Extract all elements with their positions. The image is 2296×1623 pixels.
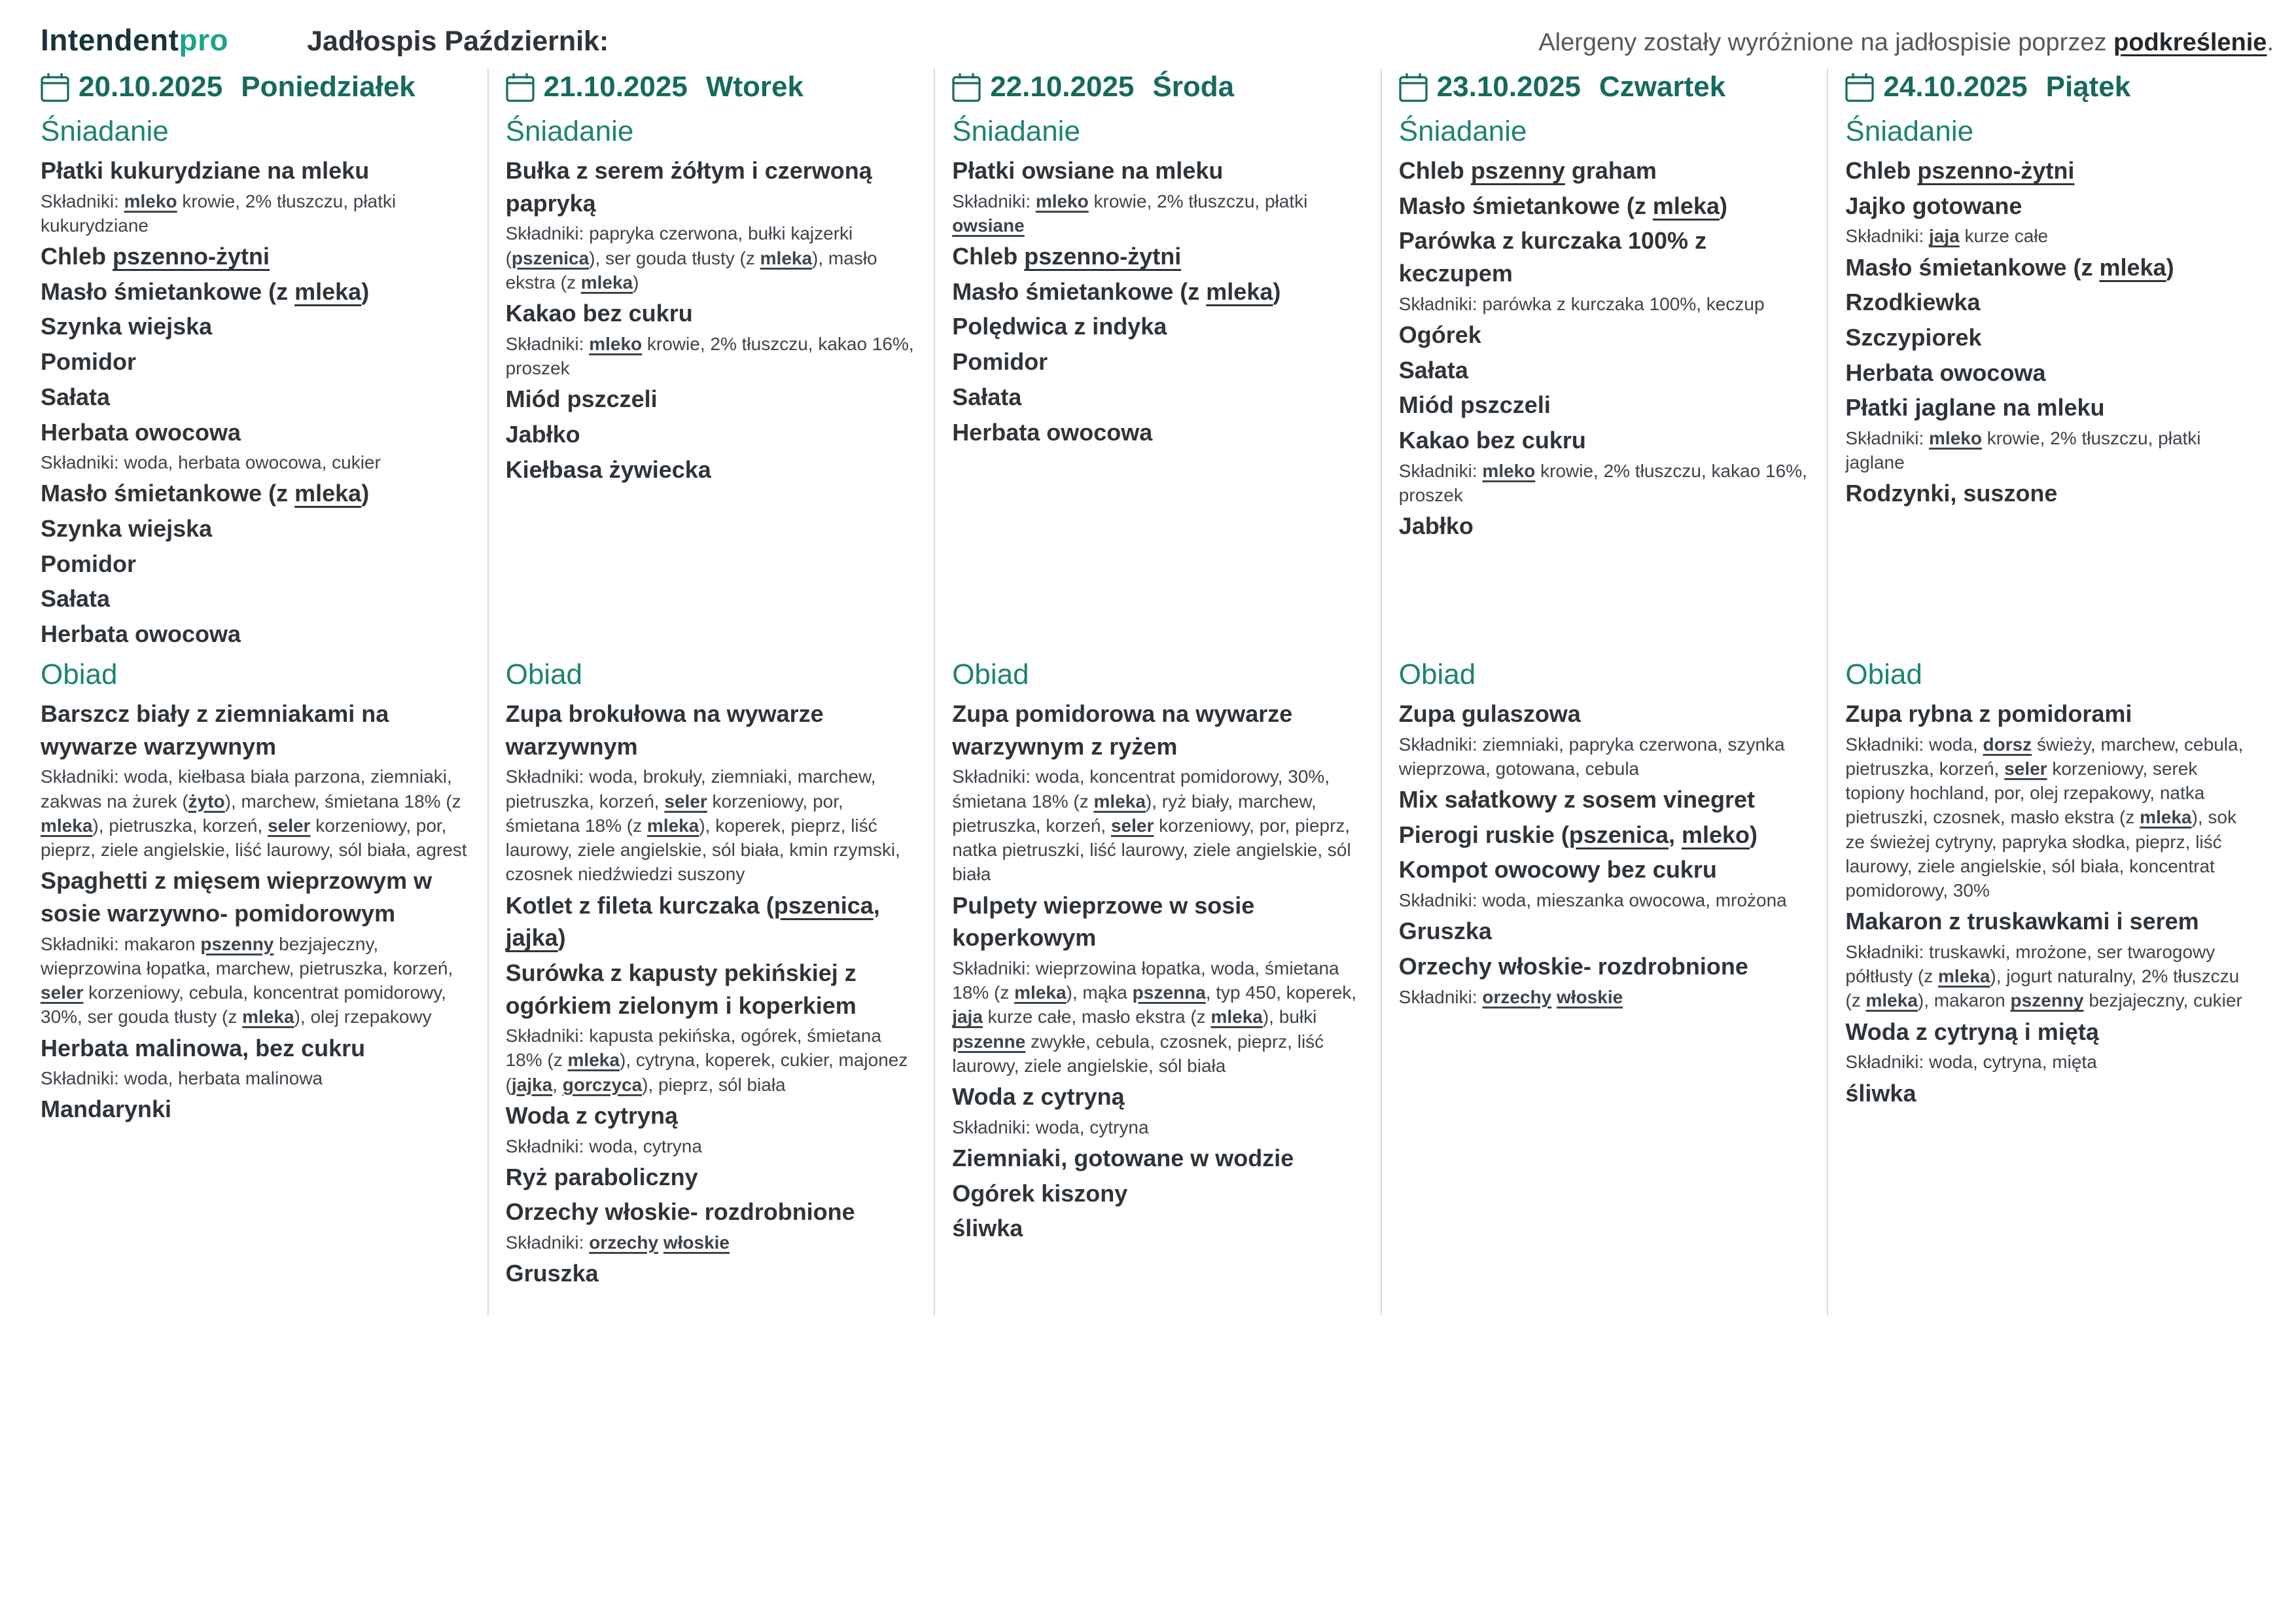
dish-name: Jabłko [1398, 512, 1474, 540]
app-logo [41, 22, 228, 58]
dish-name: Chleb pszenno-żytni [41, 243, 270, 270]
day-header [1399, 71, 1812, 103]
dish-name: Kakao bez cukru [505, 300, 693, 327]
dish-name: Herbata malinowa, bez cukru [41, 1034, 366, 1061]
dish-name: Woda z cytryną [505, 1101, 679, 1129]
dish-name: Makaron z truskawkami i serem [1845, 908, 2199, 935]
lunch-list [506, 698, 919, 1290]
dish-name: Zupa rybna z pomidorami [1845, 700, 2132, 727]
dish-ingredients: Składniki: woda, mieszanka owocowa, mrożona [1398, 890, 1787, 911]
lunch-list [1399, 698, 1812, 1009]
dish-name: Chleb pszenny graham [1398, 157, 1657, 184]
breakfast-list [506, 154, 919, 486]
day-header [952, 71, 1365, 103]
logo-text-accent: pro [179, 23, 229, 57]
dish-name: Miód pszczeli [1398, 391, 1551, 419]
day-column-thursday [1381, 68, 1828, 1316]
day-weekday: Poniedziałek [241, 71, 415, 103]
dish-ingredients: Składniki: woda, kiełbasa biała parzona, ziemniaki, zakwas na żurek (żyto), marchew, śmietana 18% (z mleka), pietruszka, korzeń, seler korzeniowy, por, pieprz, ziele angielskie, liść laurowy, sól biała, agrest [41, 766, 467, 861]
day-date: 22.10.2025 [990, 71, 1135, 103]
dish-name: Pomidor [41, 348, 137, 376]
calendar-icon [1845, 72, 1874, 102]
meal-label-breakfast: Śniadanie [1398, 115, 1527, 147]
dish-name: Parówka z kurczaka 100% z keczupem [1398, 227, 1707, 287]
dish-name: Sałata [41, 383, 111, 410]
day-date: 20.10.2025 [79, 71, 223, 103]
calendar-icon [41, 72, 69, 102]
dish-name: Spaghetti z mięsem wieprzowym w sosie warzywno- pomidorowym [41, 867, 433, 927]
dish-name: śliwka [952, 1215, 1023, 1242]
dish-ingredients: Składniki: mleko krowie, 2% tłuszczu, kakao 16%, proszek [505, 333, 914, 378]
day-column-monday [41, 68, 487, 1316]
dish-ingredients: Składniki: truskawki, mrożone, ser twarogowy półtłusty (z mleka), jogurt naturalny, 2% tłuszczu (z mleka), makaron pszenny bezjajeczny, cukier [1845, 941, 2242, 1011]
meal-label-breakfast: Śniadanie [952, 115, 1080, 147]
dish-ingredients: Składniki: kapusta pekińska, ogórek, śmietana 18% (z mleka), cytryna, koperek, cukier, majonez (jajka, gorczyca), pieprz, sól biała [505, 1026, 908, 1095]
dish-name: Orzechy włoskie- rozdrobnione [1398, 953, 1748, 980]
day-weekday: Piątek [2045, 71, 2131, 103]
dish-ingredients: Składniki: woda, cytryna [952, 1116, 1149, 1137]
dish-name: Szynka wiejska [41, 515, 213, 543]
dish-name: Bułka z serem żółtym i czerwoną papryką [505, 157, 872, 217]
day-date: 23.10.2025 [1436, 71, 1581, 103]
dish-name: Ryż paraboliczny [505, 1163, 698, 1190]
meal-label-lunch: Obiad [41, 658, 118, 690]
meal-label-breakfast: Śniadanie [1845, 115, 1974, 147]
dish-name: Szynka wiejska [41, 313, 213, 340]
dish-name: Mandarynki [41, 1096, 172, 1123]
dish-name: Pulpety wieprzowe w sosie koperkowym [952, 891, 1255, 952]
dish-name: Surówka z kapusty pekińskiej z ogórkiem zielonym i koperkiem [505, 959, 857, 1019]
dish-ingredients: Składniki: jaja kurze całe [1845, 226, 2049, 247]
day-column-tuesday [487, 68, 934, 1316]
dish-name: Zupa gulaszowa [1398, 700, 1581, 727]
dish-name: Gruszka [505, 1260, 599, 1287]
dish-name: Polędwica z indyka [952, 313, 1167, 340]
day-column-friday [1827, 68, 2274, 1316]
lunch-list [1845, 698, 2258, 1109]
dish-name: Szczypiorek [1845, 323, 1982, 351]
dish-ingredients: Składniki: woda, herbata malinowa [41, 1068, 323, 1089]
dish-name: Masło śmietankowe (z mleka) [41, 480, 370, 507]
page-title: Jadłospis Październik: [307, 26, 609, 57]
dish-name: Barszcz biały z ziemniakami na wywarze warzywnym [41, 700, 389, 760]
dish-name: Masło śmietankowe (z mleka) [1398, 192, 1727, 219]
dish-ingredients: Składniki: woda, koncentrat pomidorowy, 30%, śmietana 18% (z mleka), ryż biały, marchew, pietruszka, korzeń, seler korzeniowy, por, pieprz, natka pietruszki, liść laurowy, ziele angielskie, sól biała [952, 766, 1351, 885]
dish-name: Herbata owocowa [1845, 359, 2046, 386]
dish-name: Ogórek [1398, 321, 1481, 348]
day-weekday: Czwartek [1599, 71, 1726, 103]
dish-name: Kakao bez cukru [1398, 426, 1586, 454]
day-date: 24.10.2025 [1883, 71, 2028, 103]
dish-name: Masło śmietankowe (z mleka) [952, 277, 1281, 305]
dish-name: Zupa pomidorowa na wywarze warzywnym z ryżem [952, 700, 1293, 760]
dish-ingredients: Składniki: parówka z kurczaka 100%, keczup [1398, 293, 1765, 314]
allergen-note: Alergeny zostały wyróżnione na jadłospisie poprzez podkreślenie. [1538, 29, 2274, 56]
dish-ingredients: Składniki: papryka czerwona, bułki kajzerki (pszenica), ser gouda tłusty (z mleka), masło ekstra (z mleka) [505, 223, 877, 293]
dish-name: Ogórek kiszony [952, 1179, 1128, 1207]
dish-name: Sałata [952, 383, 1022, 410]
breakfast-list [41, 154, 472, 647]
breakfast-list [952, 154, 1365, 448]
dish-name: Rzodkiewka [1845, 289, 1981, 316]
day-weekday: Wtorek [705, 71, 804, 103]
dish-ingredients: Składniki: mleko krowie, 2% tłuszczu, płatki owsiane [952, 190, 1308, 236]
dish-ingredients: Składniki: woda, brokuły, ziemniaki, marchew, pietruszka, korzeń, seler korzeniowy, por, śmietana 18% (z mleka), koperek, pieprz, liść laurowy, ziele angielskie, sól biała, kmin rzymski, czosnek niedźwiedzi suszony [505, 766, 900, 885]
dish-ingredients: Składniki: woda, cytryna, mięta [1845, 1052, 2097, 1073]
calendar-icon [952, 72, 981, 102]
dish-name: Kotlet z fileta kurczaka (pszenica, jajka) [505, 891, 880, 952]
dish-name: Pomidor [952, 348, 1048, 376]
meal-label-breakfast: Śniadanie [41, 115, 169, 147]
dish-ingredients: Składniki: makaron pszenny bezjajeczny, wieprzowina łopatka, marchew, pietruszka, korzeń, seler korzeniowy, cebula, koncentrat pomidorowy, 30%, ser gouda tłusty (z mleka), olej rzepakowy [41, 933, 453, 1027]
dish-name: Płatki kukurydziane na mleku [41, 157, 370, 184]
dish-name: Zupa brokułowa na wywarze warzywnym [505, 700, 824, 760]
meal-label-lunch: Obiad [952, 658, 1029, 690]
dish-ingredients: Składniki: mleko krowie, 2% tłuszczu, kakao 16%, proszek [1398, 460, 1807, 505]
meal-label-lunch: Obiad [505, 658, 583, 690]
dish-name: Płatki owsiane na mleku [952, 157, 1224, 184]
dish-name: Herbata owocowa [41, 620, 241, 647]
day-header [1845, 71, 2258, 103]
dish-name: Jabłko [505, 420, 580, 448]
dish-name: Ziemniaki, gotowane w wodzie [952, 1144, 1294, 1171]
dish-name: Chleb pszenno-żytni [952, 243, 1182, 270]
dish-ingredients: Składniki: wieprzowina łopatka, woda, śmietana 18% (z mleka), mąka pszenna, typ 450, koperek, jaja kurze całe, masło ekstra (z mleka), bułki pszenne zwykłe, cebula, czosnek, pieprz, liść laurowy, ziele angielskie, sól biała [952, 957, 1357, 1076]
day-weekday: Środa [1152, 71, 1235, 103]
dish-ingredients: Składniki: orzechy włoskie [505, 1232, 730, 1253]
dish-name: Woda z cytryną i miętą [1845, 1018, 2099, 1045]
dish-ingredients: Składniki: woda, dorsz świeży, marchew, cebula, pietruszka, korzeń, seler korzeniowy, serek topiony hochland, por, olej rzepakowy, natka pietruszki, czosnek, masło ekstra (z mleka), sok ze świeżej cytryny, papryka słodka, pieprz, liść laurowy, ziele angielskie, sól biała, koncentrat pomidorowy, 30% [1845, 734, 2244, 901]
dish-name: Woda z cytryną [952, 1083, 1125, 1111]
day-header [506, 71, 919, 103]
week-grid [41, 68, 2274, 1316]
dish-name: Kompot owocowy bez cukru [1398, 856, 1717, 883]
dish-name: Pierogi ruskie (pszenica, mleko) [1398, 821, 1758, 848]
dish-ingredients: Składniki: woda, herbata owocowa, cukier [41, 452, 381, 473]
dish-name: Herbata owocowa [952, 418, 1153, 446]
dish-name: Jajko gotowane [1845, 192, 2022, 219]
lunch-list [41, 698, 472, 1126]
dish-name: Rodzynki, suszone [1845, 480, 2058, 507]
day-date: 21.10.2025 [543, 71, 688, 103]
dish-name: Pomidor [41, 550, 137, 577]
dish-name: Masło śmietankowe (z mleka) [41, 277, 370, 305]
meal-label-lunch: Obiad [1398, 658, 1476, 690]
calendar-icon [1399, 72, 1428, 102]
dish-name: Chleb pszenno-żytni [1845, 157, 2075, 184]
dish-name: Sałata [1398, 356, 1468, 383]
dish-name: Kiełbasa żywiecka [505, 455, 711, 483]
dish-ingredients: Składniki: mleko krowie, 2% tłuszczu, płatki kukurydziane [41, 190, 397, 236]
dish-name: Herbata owocowa [41, 418, 241, 446]
dish-name: Orzechy włoskie- rozdrobnione [505, 1198, 855, 1226]
dish-ingredients: Składniki: mleko krowie, 2% tłuszczu, płatki jaglane [1845, 427, 2201, 473]
day-header [41, 71, 472, 103]
breakfast-list [1845, 154, 2258, 510]
calendar-icon [506, 72, 535, 102]
dish-ingredients: Składniki: orzechy włoskie [1398, 986, 1623, 1007]
breakfast-list [1399, 154, 1812, 543]
dish-name: Miód pszczeli [505, 385, 658, 413]
dish-ingredients: Składniki: woda, cytryna [505, 1135, 702, 1156]
dish-name: Gruszka [1398, 918, 1492, 945]
dish-name: Mix sałatkowy z sosem vinegret [1398, 786, 1756, 813]
dish-name: Płatki jaglane na mleku [1845, 394, 2105, 421]
logo-text-primary: Intendent [41, 23, 179, 57]
dish-ingredients: Składniki: ziemniaki, papryka czerwona, szynka wieprzowa, gotowana, cebula [1398, 734, 1785, 779]
page-header [41, 22, 2274, 58]
dish-name: śliwka [1845, 1079, 1916, 1107]
dish-name: Masło śmietankowe (z mleka) [1845, 253, 2174, 281]
lunch-list [952, 698, 1365, 1245]
dish-name: Sałata [41, 585, 111, 613]
meal-label-breakfast: Śniadanie [505, 115, 634, 147]
day-column-wednesday [934, 68, 1381, 1316]
meal-label-lunch: Obiad [1845, 658, 1922, 690]
